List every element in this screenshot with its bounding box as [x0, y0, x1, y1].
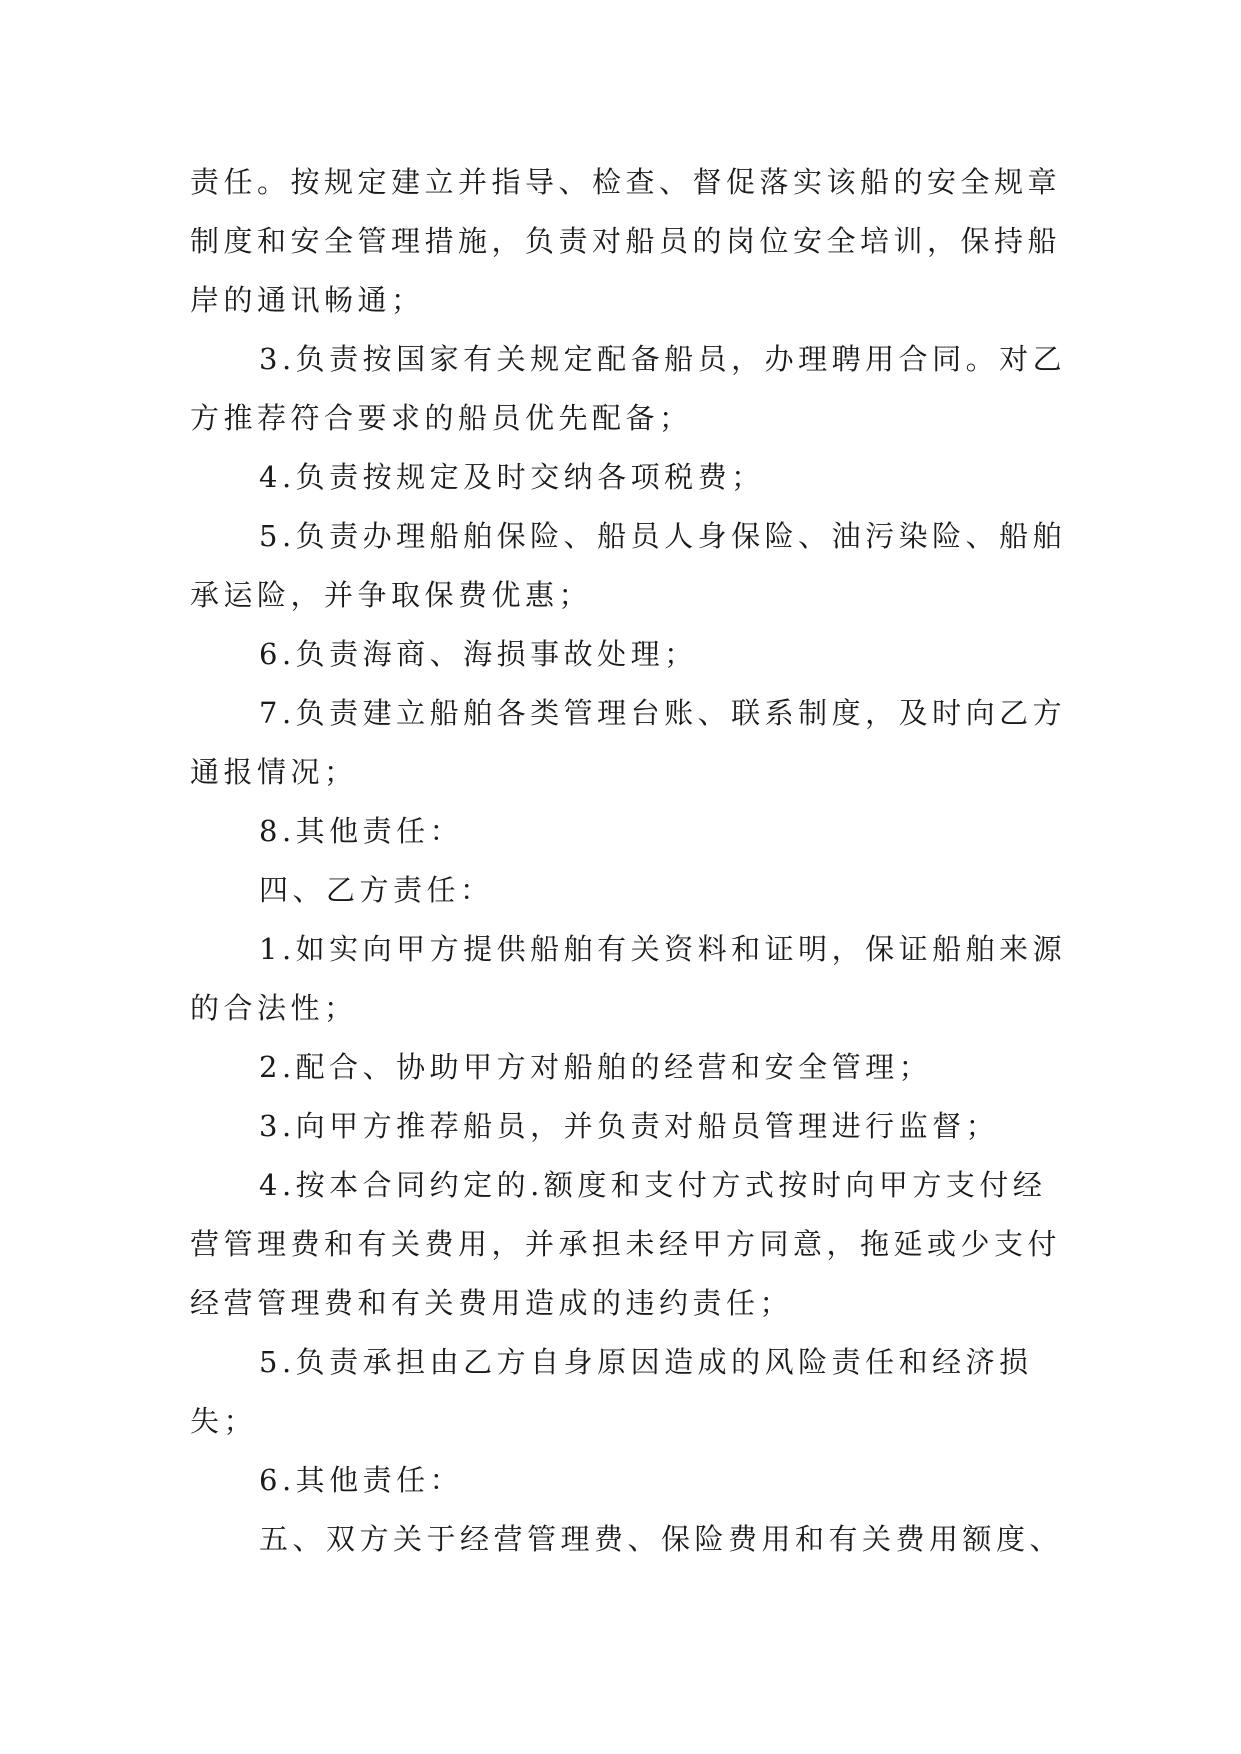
text-line: 5.负责承担由乙方自身原因造成的风险责任和经济损	[259, 1345, 1033, 1379]
section-heading: 五、双方关于经营管理费、保险费用和有关费用额度、	[259, 1522, 1064, 1556]
text-line: 5.负责办理船舶保险、船员人身保险、油污染险、船舶	[259, 519, 1067, 553]
text-line: 承运险，并争取保费优惠；	[190, 578, 593, 612]
text-line: 方推荐符合要求的船员优先配备；	[190, 401, 693, 435]
text-line: 营管理费和有关费用，并承担未经甲方同意，拖延或少支付	[190, 1227, 1062, 1261]
text-line: 7.负责建立船舶各类管理台账、联系制度，及时向乙方	[259, 696, 1067, 730]
text-line: 岸的通讯畅通；	[190, 283, 425, 317]
text-line: 8.其他责任：	[259, 814, 464, 848]
text-line: 6.其他责任：	[259, 1463, 464, 1497]
text-line: 制度和安全管理措施，负责对船员的岗位安全培训，保持船	[190, 224, 1062, 258]
text-line: 通报情况；	[190, 755, 358, 789]
text-line: 6.负责海商、海损事故处理；	[259, 637, 698, 671]
text-line: 的合法性；	[190, 991, 358, 1025]
section-heading: 四、乙方责任：	[259, 873, 494, 907]
text-line: 1.如实向甲方提供船舶有关资料和证明，保证船舶来源	[259, 932, 1067, 966]
text-line: 4.负责按规定及时交纳各项税费；	[259, 460, 765, 494]
text-line: 责任。按规定建立并指导、检查、督促落实该船的安全规章	[190, 165, 1062, 199]
text-line: 2.配合、协助甲方对船舶的经营和安全管理；	[259, 1050, 933, 1084]
text-line: 3.向甲方推荐船员，并负责对船员管理进行监督；	[259, 1109, 1000, 1143]
text-line: 4.按本合同约定的.额度和支付方式按时向甲方支付经	[259, 1168, 1047, 1202]
text-line: 经营管理费和有关费用造成的违约责任；	[190, 1286, 794, 1320]
text-line: 3.负责按国家有关规定配备船员，办理聘用合同。对乙	[259, 342, 1067, 376]
text-line: 失；	[190, 1404, 258, 1438]
